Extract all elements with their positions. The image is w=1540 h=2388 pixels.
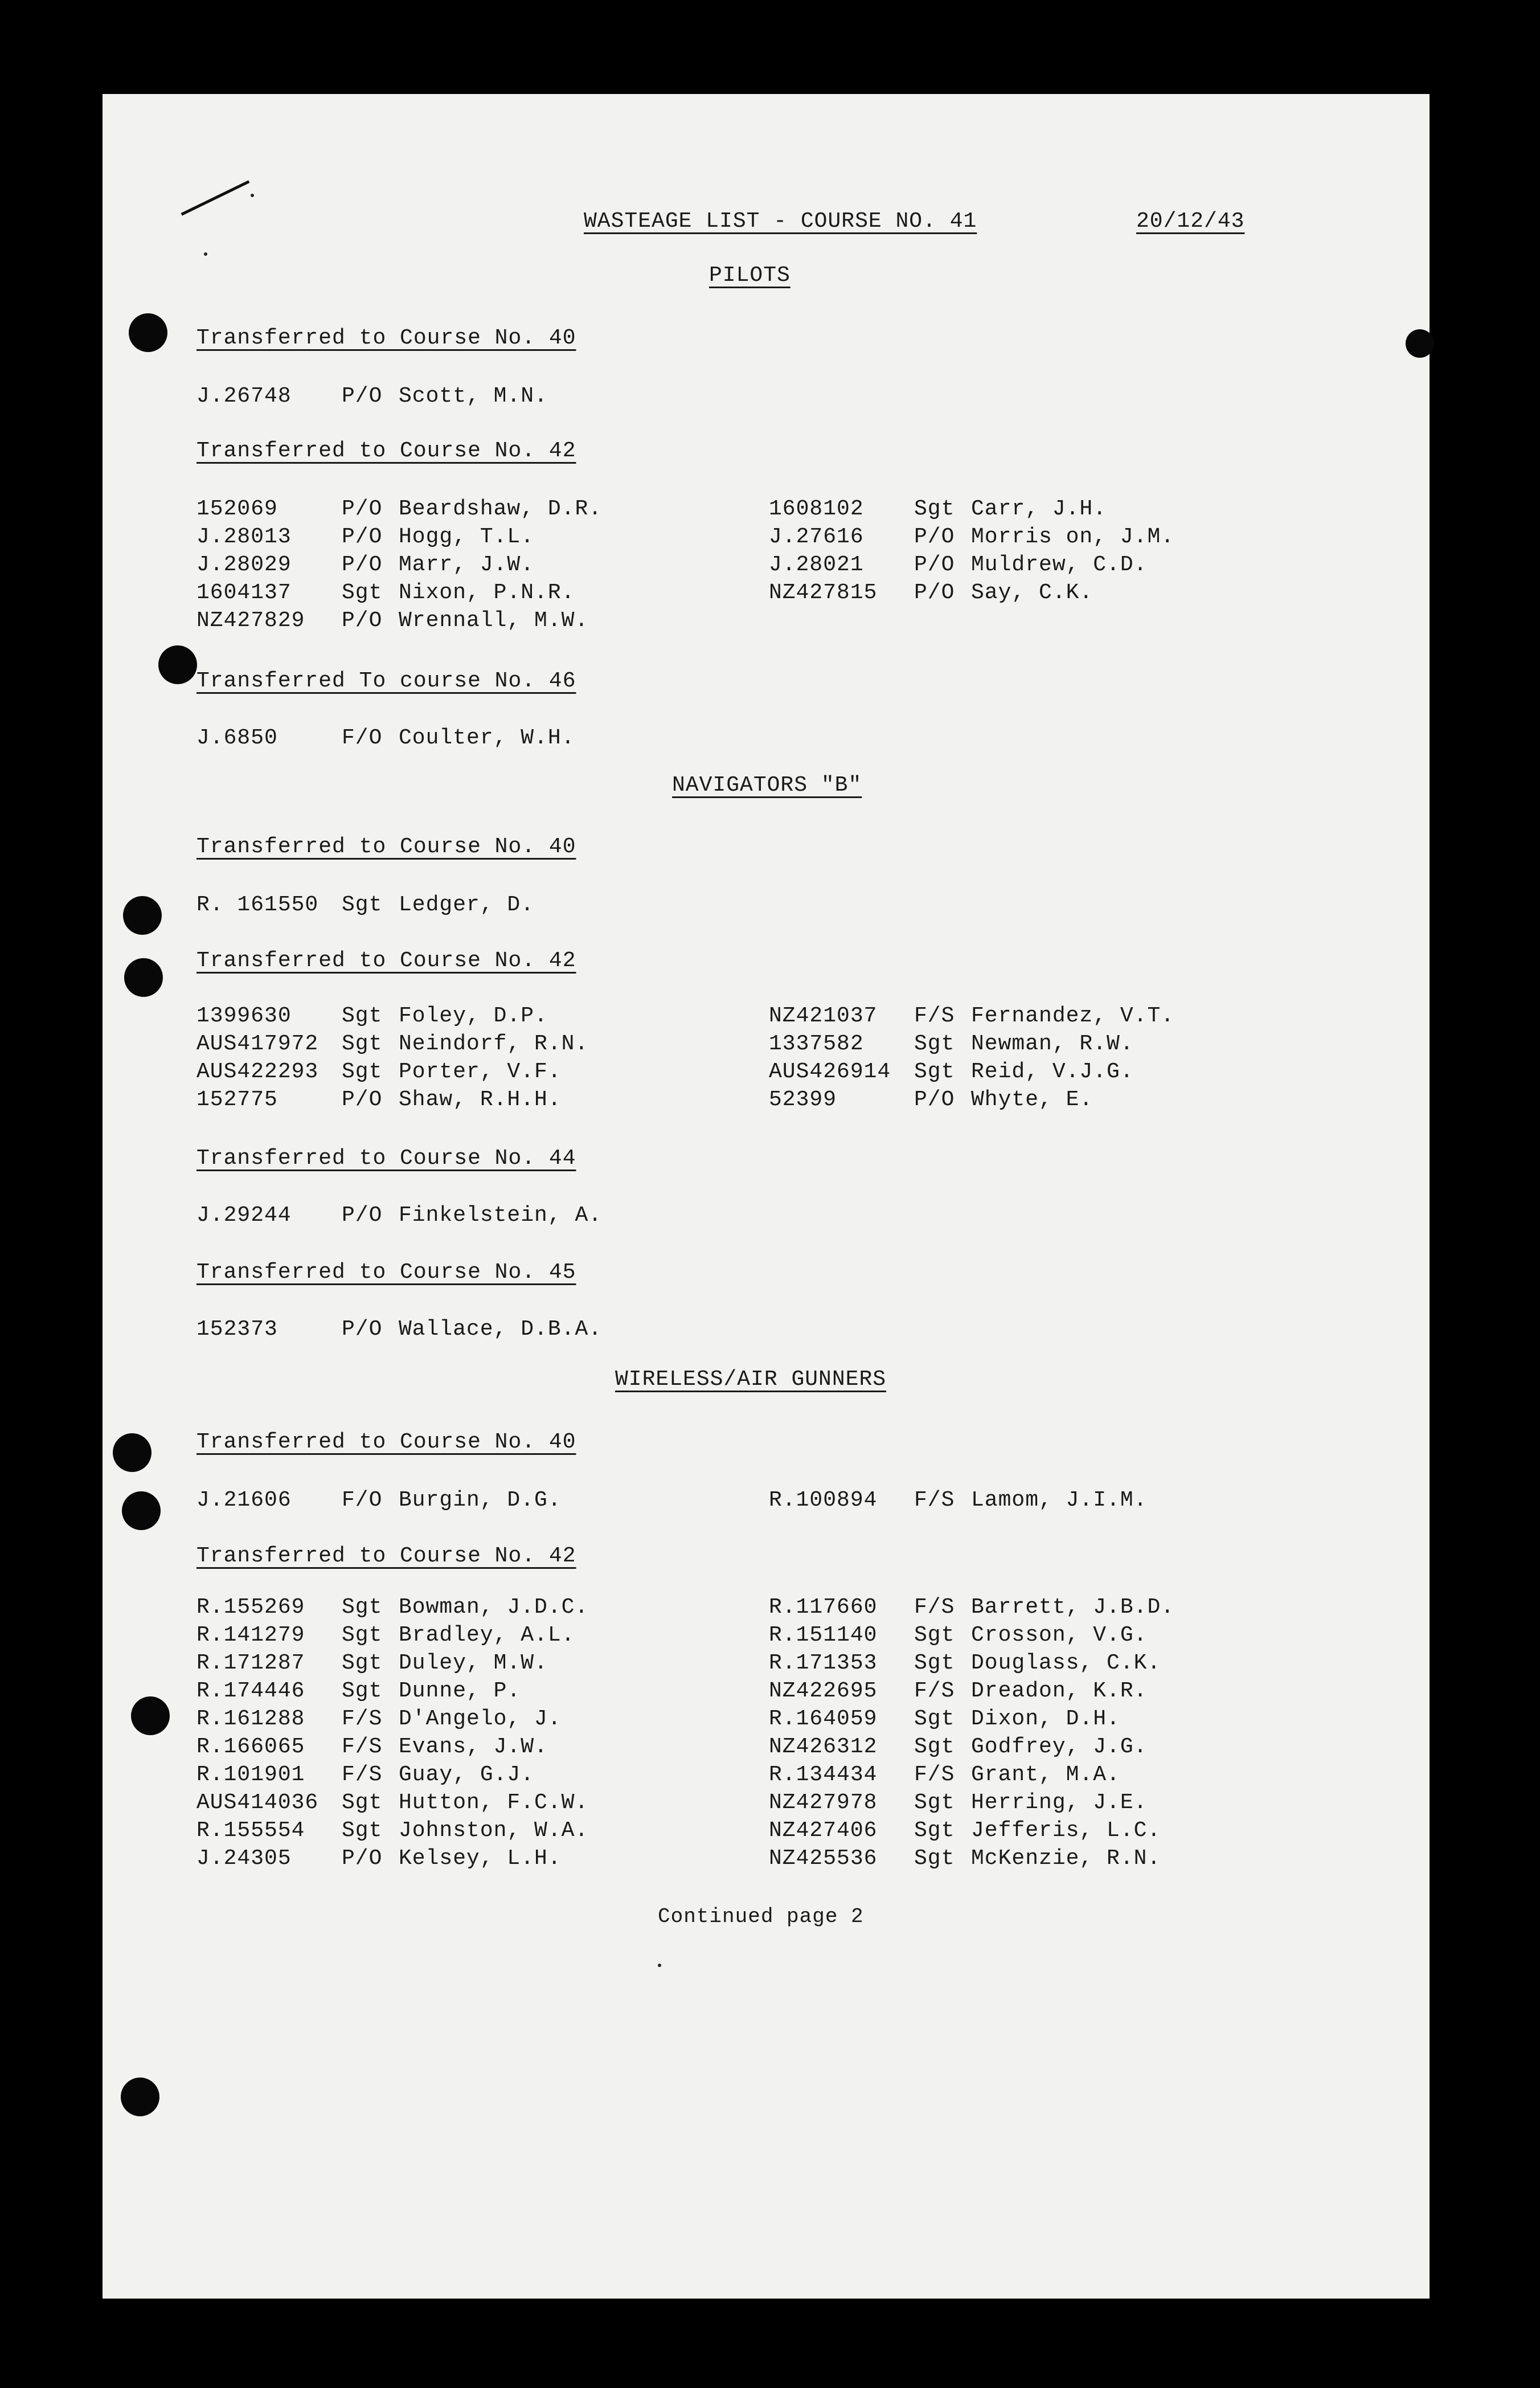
- service-number: 1604137: [196, 580, 292, 605]
- rank: Sgt: [342, 1818, 383, 1843]
- person-name: Muldrew, C.D.: [971, 553, 1148, 577]
- service-number: R.151140: [769, 1623, 878, 1647]
- rank: F/S: [914, 1488, 955, 1512]
- document-title: WASTEAGE LIST - COURSE NO. 41: [584, 209, 977, 234]
- rank: Sgt: [342, 893, 383, 917]
- service-number: J.28021: [769, 553, 864, 577]
- service-number: 152069: [196, 497, 278, 521]
- service-number: R.141279: [196, 1623, 305, 1647]
- person-name: Godfrey, J.G.: [971, 1735, 1148, 1759]
- service-number: R.171287: [196, 1651, 305, 1675]
- transfer-heading: Transferred to Course No. 40: [196, 1430, 576, 1454]
- punch-hole: [129, 313, 167, 352]
- rank: Sgt: [342, 1679, 383, 1703]
- rank: P/O: [342, 1846, 383, 1871]
- rank: Sgt: [342, 1623, 383, 1647]
- service-number: 1337582: [769, 1032, 864, 1056]
- rank: P/O: [342, 1087, 383, 1112]
- rank: Sgt: [914, 1060, 955, 1084]
- person-name: Hutton, F.C.W.: [399, 1790, 589, 1815]
- service-number: AUS414036: [196, 1790, 319, 1815]
- transfer-heading: Transferred to Course No. 42: [196, 948, 576, 973]
- service-number: NZ426312: [769, 1735, 878, 1759]
- service-number: NZ422695: [769, 1679, 878, 1703]
- rank: Sgt: [914, 1623, 955, 1647]
- rank: F/S: [914, 1763, 955, 1787]
- service-number: R.101901: [196, 1763, 305, 1787]
- punch-hole: [121, 2078, 159, 2116]
- person-name: Morris on, J.M.: [971, 525, 1175, 549]
- person-name: Foley, D.P.: [399, 1004, 548, 1028]
- document-date: 20/12/43: [1136, 209, 1245, 234]
- rank: Sgt: [342, 580, 383, 605]
- person-name: Carr, J.H.: [971, 497, 1107, 521]
- service-number: NZ427978: [769, 1790, 878, 1815]
- service-number: J.21606: [196, 1488, 292, 1512]
- transfer-heading: Transferred to Course No. 40: [196, 835, 576, 859]
- service-number: 1399630: [196, 1004, 292, 1028]
- speck: [658, 1964, 661, 1967]
- rank: P/O: [914, 553, 955, 577]
- service-number: R.171353: [769, 1651, 878, 1675]
- service-number: R.164059: [769, 1707, 878, 1731]
- navigators-section-heading: NAVIGATORS "B": [672, 773, 862, 798]
- service-number: NZ425536: [769, 1846, 878, 1871]
- service-number: J.6850: [196, 726, 278, 750]
- punch-hole: [122, 1491, 161, 1530]
- rank: F/O: [342, 1488, 383, 1512]
- person-name: Marr, J.W.: [399, 553, 535, 577]
- rank: P/O: [914, 525, 955, 549]
- rank: F/O: [342, 726, 383, 750]
- person-name: Wallace, D.B.A.: [399, 1317, 603, 1342]
- punch-hole: [158, 645, 197, 684]
- person-name: Burgin, D.G.: [399, 1488, 562, 1512]
- rank: Sgt: [914, 1032, 955, 1056]
- transfer-heading: Transferred to Course No. 44: [196, 1146, 576, 1171]
- rank: P/O: [342, 1317, 383, 1342]
- person-name: McKenzie, R.N.: [971, 1846, 1161, 1871]
- pilots-section-heading: PILOTS: [709, 263, 791, 288]
- rank: Sgt: [914, 1707, 955, 1731]
- person-name: Reid, V.J.G.: [971, 1060, 1134, 1084]
- person-name: Porter, V.F.: [399, 1060, 562, 1084]
- person-name: Grant, M.A.: [971, 1763, 1120, 1787]
- punch-hole: [113, 1433, 151, 1472]
- person-name: Whyte, E.: [971, 1087, 1093, 1112]
- person-name: Duley, M.W.: [399, 1651, 548, 1675]
- rank: Sgt: [914, 1651, 955, 1675]
- service-number: 52399: [769, 1087, 837, 1112]
- service-number: J.24305: [196, 1846, 292, 1871]
- service-number: J.28013: [196, 525, 292, 549]
- person-name: Nixon, P.N.R.: [399, 580, 575, 605]
- service-number: NZ427829: [196, 608, 305, 633]
- rank: F/S: [342, 1763, 383, 1787]
- punch-hole: [124, 958, 163, 997]
- service-number: J.27616: [769, 525, 864, 549]
- service-number: J.26748: [196, 384, 292, 408]
- transfer-heading: Transferred to Course No. 42: [196, 439, 576, 463]
- service-number: R.155554: [196, 1818, 305, 1843]
- edge-mark: [1406, 329, 1434, 358]
- rank: P/O: [342, 1203, 383, 1228]
- service-number: R.117660: [769, 1595, 878, 1620]
- rank: Sgt: [914, 1735, 955, 1759]
- person-name: Hogg, T.L.: [399, 525, 535, 549]
- rank: F/S: [914, 1679, 955, 1703]
- transfer-heading: Transferred to Course No. 40: [196, 326, 576, 350]
- continued-note: Continued page 2: [658, 1905, 864, 1928]
- person-name: Fernandez, V.T.: [971, 1004, 1175, 1028]
- service-number: R.155269: [196, 1595, 305, 1620]
- service-number: AUS417972: [196, 1032, 319, 1056]
- document-page: [103, 94, 1430, 2299]
- person-name: Douglass, C.K.: [971, 1651, 1161, 1675]
- rank: Sgt: [342, 1004, 383, 1028]
- rank: P/O: [914, 580, 955, 605]
- rank: P/O: [342, 497, 383, 521]
- service-number: R.174446: [196, 1679, 305, 1703]
- person-name: Coulter, W.H.: [399, 726, 575, 750]
- rank: P/O: [342, 525, 383, 549]
- person-name: Newman, R.W.: [971, 1032, 1134, 1056]
- person-name: Barrett, J.B.D.: [971, 1595, 1175, 1620]
- rank: F/S: [342, 1707, 383, 1731]
- service-number: R.161288: [196, 1707, 305, 1731]
- person-name: Ledger, D.: [399, 893, 535, 917]
- person-name: Beardshaw, D.R.: [399, 497, 603, 521]
- transfer-heading: Transferred to Course No. 42: [196, 1544, 576, 1568]
- person-name: Neindorf, R.N.: [399, 1032, 589, 1056]
- speck: [204, 252, 207, 256]
- service-number: AUS426914: [769, 1060, 891, 1084]
- person-name: Evans, J.W.: [399, 1735, 548, 1759]
- transfer-heading: Transferred To course No. 46: [196, 669, 576, 693]
- rank: Sgt: [342, 1595, 383, 1620]
- pencil-mark: [181, 180, 250, 215]
- person-name: Wrennall, M.W.: [399, 608, 589, 633]
- service-number: R.134434: [769, 1763, 878, 1787]
- rank: Sgt: [342, 1032, 383, 1056]
- rank: Sgt: [342, 1651, 383, 1675]
- person-name: Scott, M.N.: [399, 384, 548, 408]
- service-number: AUS422293: [196, 1060, 319, 1084]
- person-name: Finkelstein, A.: [399, 1203, 603, 1228]
- service-number: NZ421037: [769, 1004, 878, 1028]
- speck: [251, 194, 254, 197]
- wireless-section-heading: WIRELESS/AIR GUNNERS: [615, 1367, 887, 1392]
- person-name: Bradley, A.L.: [399, 1623, 575, 1647]
- service-number: J.28029: [196, 553, 292, 577]
- person-name: Guay, G.J.: [399, 1763, 535, 1787]
- rank: Sgt: [914, 1846, 955, 1871]
- person-name: Bowman, J.D.C.: [399, 1595, 589, 1620]
- rank: F/S: [342, 1735, 383, 1759]
- service-number: 152373: [196, 1317, 278, 1342]
- person-name: Dreadon, K.R.: [971, 1679, 1148, 1703]
- service-number: R.100894: [769, 1488, 878, 1512]
- transfer-heading: Transferred to Course No. 45: [196, 1260, 576, 1285]
- service-number: 1608102: [769, 497, 864, 521]
- punch-hole: [123, 896, 162, 935]
- rank: F/S: [914, 1004, 955, 1028]
- person-name: Kelsey, L.H.: [399, 1846, 562, 1871]
- rank: P/O: [914, 1087, 955, 1112]
- rank: P/O: [342, 384, 383, 408]
- rank: P/O: [342, 608, 383, 633]
- person-name: Dunne, P.: [399, 1679, 521, 1703]
- rank: Sgt: [914, 497, 955, 521]
- punch-hole: [131, 1696, 170, 1735]
- service-number: J.29244: [196, 1203, 292, 1228]
- person-name: Jefferis, L.C.: [971, 1818, 1161, 1843]
- service-number: R. 161550: [196, 893, 319, 917]
- rank: F/S: [914, 1595, 955, 1620]
- rank: Sgt: [342, 1060, 383, 1084]
- person-name: D'Angelo, J.: [399, 1707, 562, 1731]
- person-name: Johnston, W.A.: [399, 1818, 589, 1843]
- person-name: Lamom, J.I.M.: [971, 1488, 1148, 1512]
- person-name: Dixon, D.H.: [971, 1707, 1120, 1731]
- person-name: Say, C.K.: [971, 580, 1093, 605]
- person-name: Shaw, R.H.H.: [399, 1087, 562, 1112]
- rank: Sgt: [342, 1790, 383, 1815]
- rank: Sgt: [914, 1818, 955, 1843]
- rank: P/O: [342, 553, 383, 577]
- service-number: R.166065: [196, 1735, 305, 1759]
- person-name: Crosson, V.G.: [971, 1623, 1148, 1647]
- service-number: NZ427406: [769, 1818, 878, 1843]
- service-number: 152775: [196, 1087, 278, 1112]
- rank: Sgt: [914, 1790, 955, 1815]
- service-number: NZ427815: [769, 580, 878, 605]
- person-name: Herring, J.E.: [971, 1790, 1148, 1815]
